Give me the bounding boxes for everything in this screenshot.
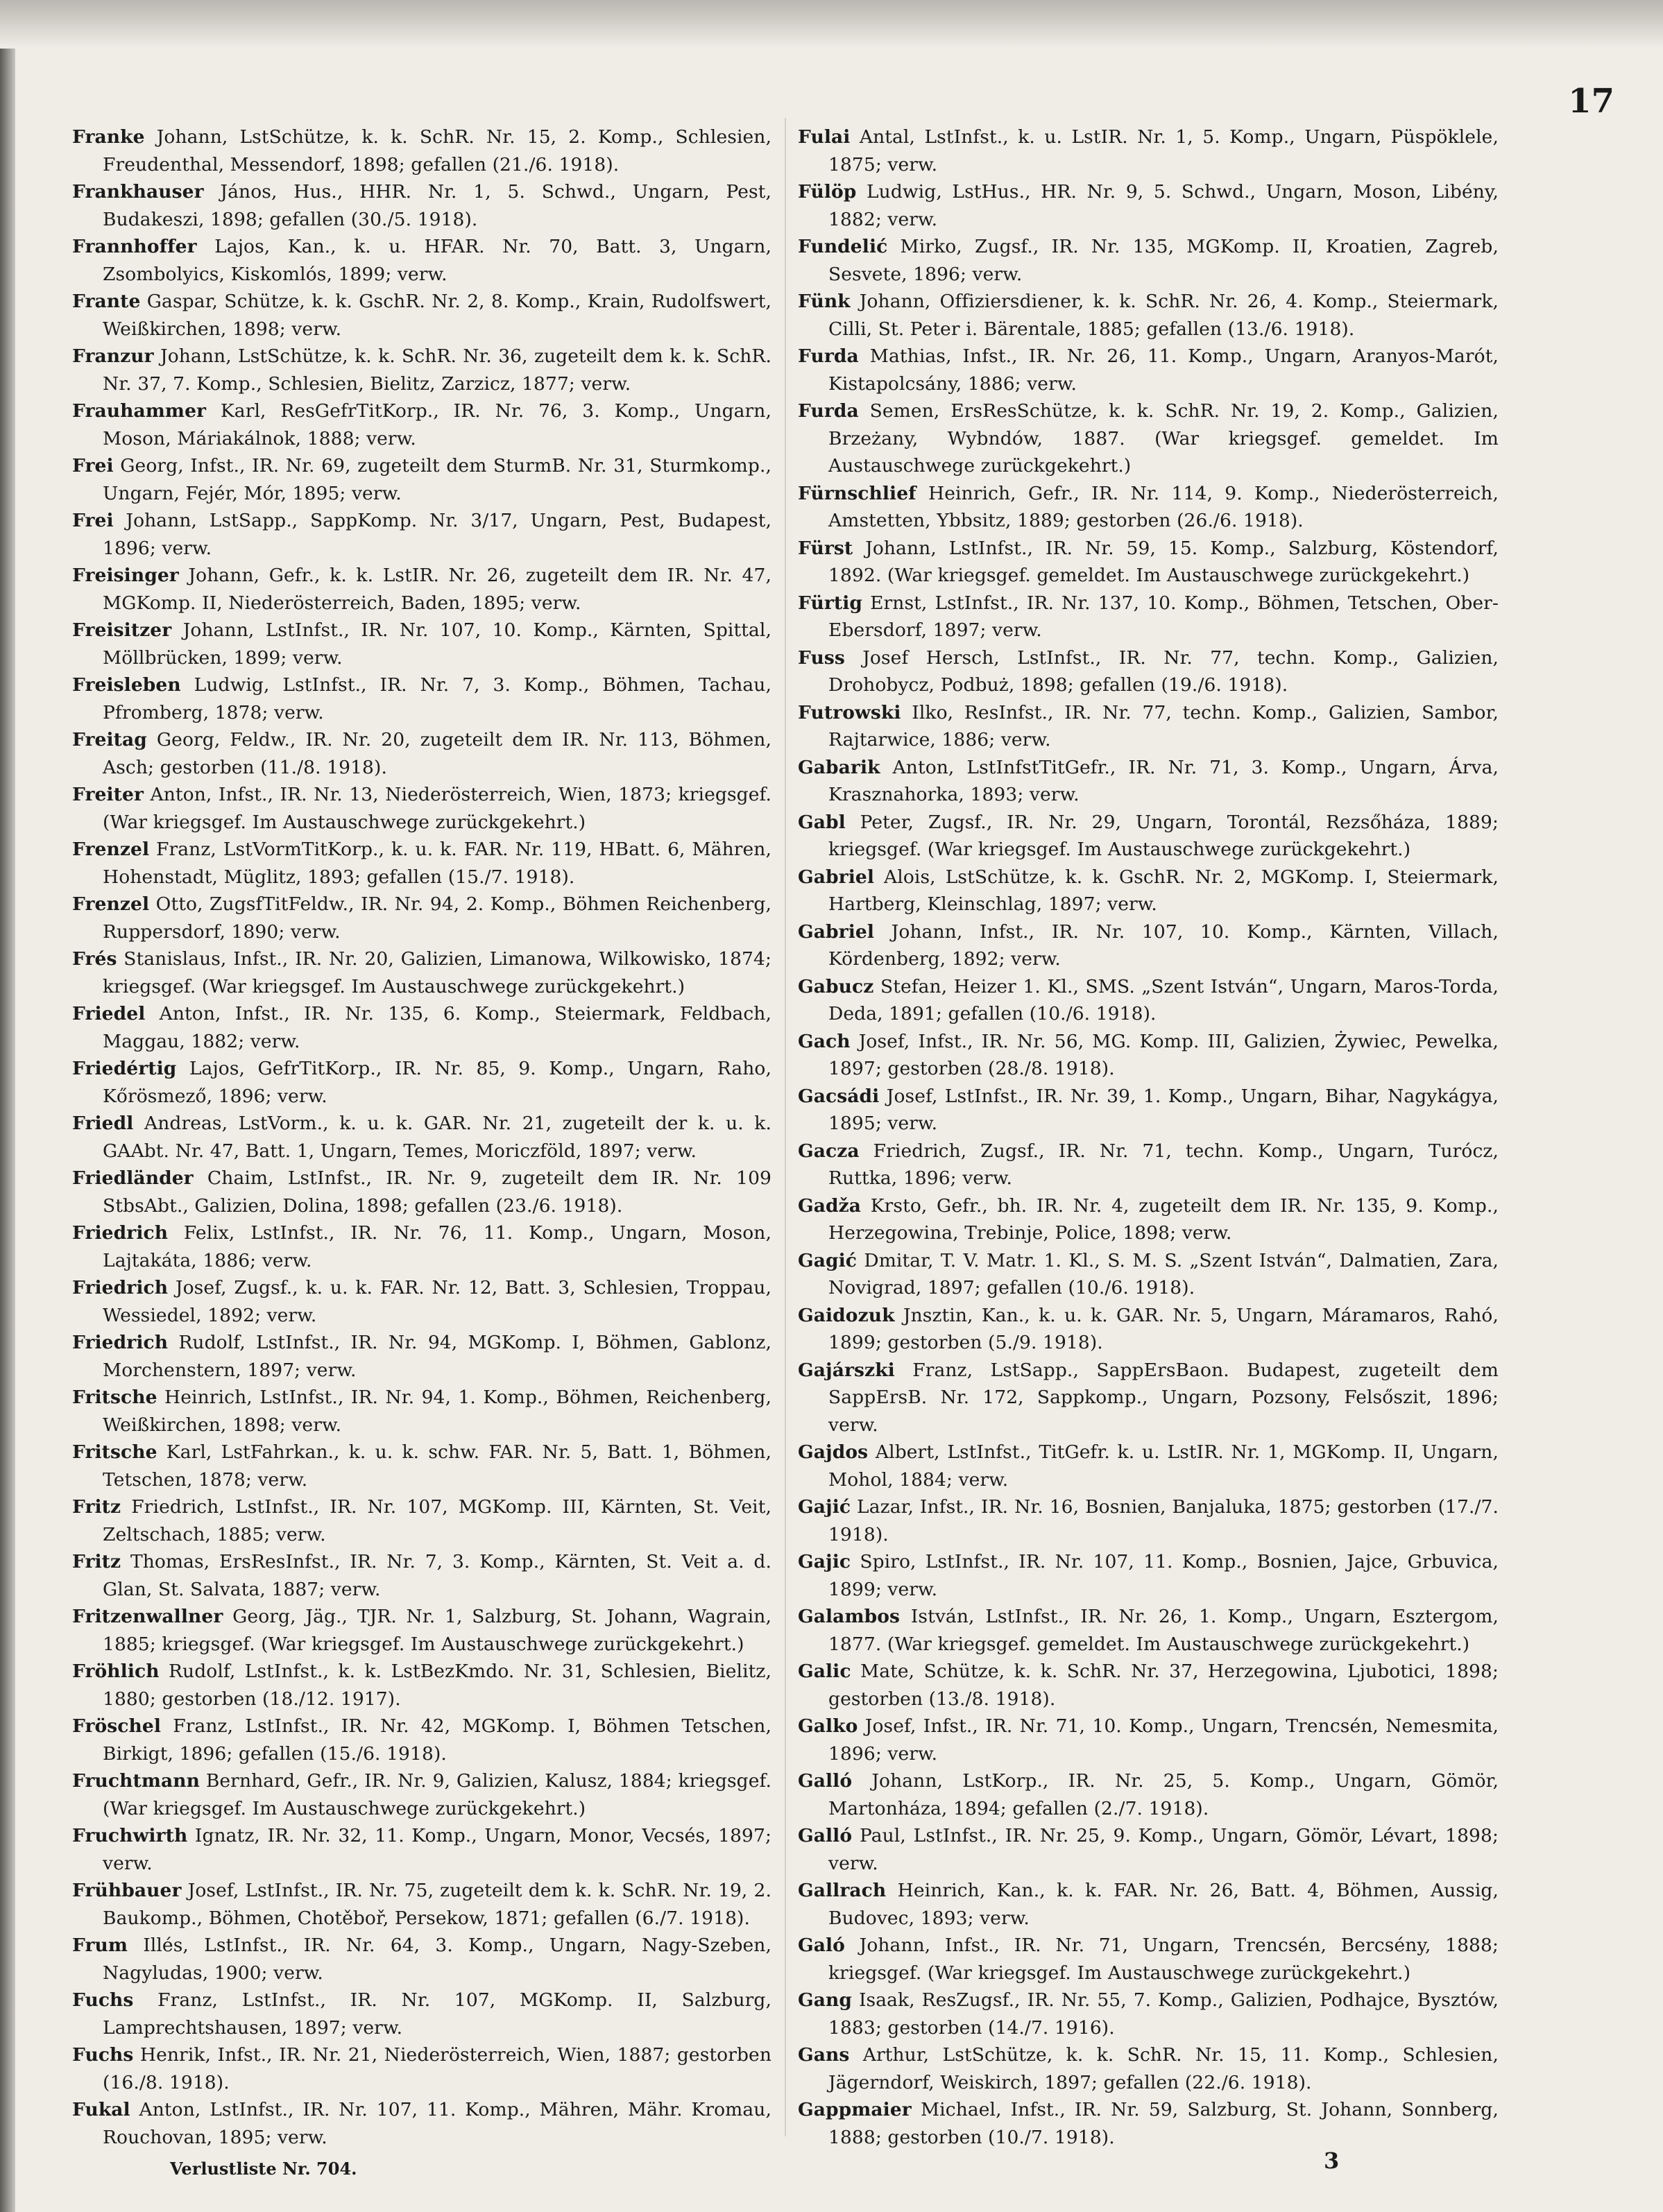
footer-signature-number: 3 [1324, 2147, 1340, 2174]
entry-details: Rudolf, LstInfst., IR. Nr. 94, MGKomp. I, Böhmen, Gablonz, Morchenstern, 1897; verw. [103, 1332, 771, 1381]
entry-details: Heinrich, LstInfst., IR. Nr. 94, 1. Komp., Böhmen, Reichenberg, Weißkirchen, 1898; verw. [103, 1387, 771, 1436]
list-entry [72, 1987, 771, 2041]
list-entry [798, 2096, 1499, 2151]
entry-surname: Frannhoffer [72, 236, 197, 257]
entry-surname: Gallrach [798, 1880, 887, 1901]
entry-details: Otto, ZugsfTitFeldw., IR. Nr. 94, 2. Komp., Böhmen Reichenberg, Ruppersdorf, 1890; verw. [103, 893, 771, 943]
list-entry [798, 1192, 1499, 1247]
list-entry [798, 1767, 1499, 1822]
scan-left-edge [0, 0, 15, 2212]
entry-surname: Fuss [798, 646, 845, 669]
entry-surname: Frei [72, 510, 114, 531]
entry-details: Anton, Infst., IR. Nr. 13, Niederösterreich, Wien, 1873; kriegsgef. (War kriegsgef. Im Austauschwege zurückgekehrt.) [103, 784, 771, 833]
entry-details: Johann, LstInfst., IR. Nr. 59, 15. Komp., Salzburg, Köstendorf, 1892. (War kriegsgef. gemeldet. Im Austauschwege zurückgekehrt.) [828, 537, 1499, 586]
list-entry [798, 233, 1499, 288]
list-entry [72, 1932, 771, 1987]
list-entry [72, 1384, 771, 1439]
list-entry [798, 178, 1499, 233]
entry-surname: Gacza [798, 1140, 860, 1162]
list-entry [72, 1274, 771, 1329]
entry-surname: Fröschel [72, 1715, 162, 1737]
entry-surname: Fürnschlief [798, 482, 916, 504]
entry-details: Felix, LstInfst., IR. Nr. 76, 11. Komp., Ungarn, Moson, Lajtakáta, 1886; verw. [103, 1222, 771, 1271]
entry-surname: Freitag [72, 729, 147, 751]
entry-surname: Fritz [72, 1496, 121, 1518]
entry-details: Ludwig, LstHus., HR. Nr. 9, 5. Schwd., Ungarn, Moson, Libény, 1882; verw. [828, 181, 1499, 230]
entry-details: Franz, LstVormTitKorp., k. u. k. FAR. Nr. 119, HBatt. 6, Mähren, Hohenstadt, Müglitz, 1893; gefallen (15./7. 1918). [103, 839, 771, 888]
list-entry [798, 973, 1499, 1028]
entry-details: Semen, ErsResSchütze, k. k. SchR. Nr. 19, 2. Komp., Galizien, Brzeżany, Wybndów, 1887. (War kriegsgef. gemeldet. Im Austauschwege zurückgekehrt.) [828, 400, 1499, 477]
list-entry [798, 1083, 1499, 1138]
entry-details: Lajos, Kan., k. u. HFAR. Nr. 70, Batt. 3, Ungarn, Zsombolyics, Kiskomlós, 1899; verw. [103, 236, 771, 285]
list-entry [798, 1028, 1499, 1083]
list-entry [798, 590, 1499, 644]
list-entry [72, 1493, 771, 1548]
entry-surname: Galló [798, 1770, 853, 1792]
list-entry [72, 726, 771, 781]
entry-details: Johann, LstSapp., SappKomp. Nr. 3/17, Ungarn, Pest, Budapest, 1896; verw. [103, 510, 771, 559]
entry-details: Karl, ResGefrTitKorp., IR. Nr. 76, 3. Komp., Ungarn, Moson, Máriakálnok, 1888; verw. [103, 400, 771, 449]
entry-details: Johann, LstInfst., IR. Nr. 107, 10. Komp., Kärnten, Spittal, Möllbrücken, 1899; verw. [103, 619, 771, 669]
entry-details: Lajos, GefrTitKorp., IR. Nr. 85, 9. Komp., Ungarn, Raho, Kőrösmező, 1896; verw. [103, 1058, 771, 1107]
entry-surname: Frenzel [72, 893, 150, 915]
entry-details: Stanislaus, Infst., IR. Nr. 20, Galizien, Limanowa, Wilkowisko, 1874; kriegsgef. (War kriegsgef. Im Austauschwege zurückgekehrt.) [103, 948, 771, 997]
entry-details: Josef, Zugsf., k. u. k. FAR. Nr. 12, Batt. 3, Schlesien, Troppau, Wessiedel, 1892; verw. [103, 1277, 771, 1326]
entry-surname: Fritsche [72, 1441, 157, 1463]
entry-details: Johann, Infst., IR. Nr. 71, Ungarn, Trencsén, Bercsény, 1888; kriegsgef. (War kriegsgef. Im Austauschwege zurückgekehrt.) [828, 1935, 1499, 1984]
entry-details: István, LstInfst., IR. Nr. 26, 1. Komp., Ungarn, Esztergom, 1877. (War kriegsgef. gemeldet. Im Austauschwege zurückgekehrt.) [828, 1606, 1499, 1655]
list-entry [72, 123, 771, 178]
entry-surname: Frankhauser [72, 181, 204, 203]
list-entry [798, 343, 1499, 397]
entry-details: Antal, LstInfst., k. u. LstIR. Nr. 1, 5. Komp., Ungarn, Püspöklele, 1875; verw. [828, 126, 1499, 175]
entry-surname: Gacsádi [798, 1085, 880, 1107]
list-entry [798, 1493, 1499, 1548]
entry-details: Friedrich, Zugsf., IR. Nr. 71, techn. Komp., Ungarn, Turócz, Ruttka, 1896; verw. [828, 1140, 1499, 1189]
entry-surname: Frante [72, 291, 141, 312]
list-entry [798, 1302, 1499, 1357]
list-entry [798, 480, 1499, 535]
entry-details: Michael, Infst., IR. Nr. 59, Salzburg, St. Johann, Sonnberg, 1888; gestorben (10./7. 1918). [828, 2099, 1499, 2148]
list-entry [72, 1548, 771, 1603]
list-entry [798, 809, 1499, 864]
entry-details: Dmitar, T. V. Matr. 1. Kl., S. M. S. „Szent István“, Dalmatien, Zara, Novigrad, 1897; gefallen (10./6. 1918). [828, 1249, 1499, 1298]
entry-surname: Gabarik [798, 756, 880, 778]
list-entry [72, 1713, 771, 1767]
entry-surname: Franke [72, 126, 145, 148]
entry-surname: Fruchwirth [72, 1825, 188, 1846]
right-column [798, 123, 1499, 2151]
entry-details: Georg, Infst., IR. Nr. 69, zugeteilt dem SturmB. Nr. 31, Sturmkomp., Ungarn, Fejér, Mór, 1895; verw. [103, 455, 771, 504]
left-column [72, 123, 771, 2151]
list-entry [72, 1055, 771, 1110]
entry-details: Josef Hersch, LstInfst., IR. Nr. 77, techn. Komp., Galizien, Drohobycz, Podbuż, 1898; gefallen (19./6. 1918). [828, 646, 1499, 696]
entry-details: Franz, LstInfst., IR. Nr. 107, MGKomp. II, Salzburg, Lamprechtshausen, 1897; verw. [103, 1989, 771, 2039]
entry-surname: Gabriel [798, 920, 874, 943]
entry-surname: Friedl [72, 1113, 134, 1134]
list-entry [72, 233, 771, 288]
entry-surname: Friedrich [72, 1332, 169, 1353]
entry-details: Josef, Infst., IR. Nr. 71, 10. Komp., Ungarn, Trencsén, Nemesmita, 1896; verw. [828, 1715, 1499, 1765]
entry-surname: Gans [798, 2044, 850, 2066]
list-entry [72, 178, 771, 233]
entry-details: János, Hus., HHR. Nr. 1, 5. Schwd., Ungarn, Pest, Budakeszi, 1898; gefallen (30./5. 1918). [103, 181, 771, 230]
entry-details: Gaspar, Schütze, k. k. GschR. Nr. 2, 8. Komp., Krain, Rudolfswert, Weißkirchen, 1898; verw. [103, 291, 772, 340]
entry-surname: Gadža [798, 1194, 862, 1217]
list-entry [798, 397, 1499, 480]
entry-details: Ignatz, IR. Nr. 32, 11. Komp., Ungarn, Monor, Vecsés, 1897; verw. [103, 1825, 771, 1874]
list-entry [798, 864, 1499, 918]
list-entry [72, 2096, 771, 2151]
entry-surname: Furda [798, 400, 859, 422]
list-entry [72, 288, 771, 343]
list-entry [798, 1658, 1499, 1713]
entry-surname: Gang [798, 1989, 852, 2011]
entry-surname: Fröhlich [72, 1661, 160, 1682]
column-divider [785, 118, 786, 2136]
list-entry [798, 535, 1499, 590]
entry-details: Albert, LstInfst., TitGefr. k. u. LstIR. Nr. 1, MGKomp. II, Ungarn, Mohol, 1884; verw. [828, 1441, 1499, 1491]
list-entry [72, 2041, 771, 2096]
entry-surname: Furda [798, 345, 859, 367]
entry-surname: Fünk [798, 291, 851, 312]
list-entry [798, 1987, 1499, 2041]
entry-details: Ilko, ResInfst., IR. Nr. 77, techn. Komp., Galizien, Sambor, Rajtarwice, 1886; verw. [828, 701, 1499, 751]
list-entry [72, 452, 771, 507]
entry-details: Peter, Zugsf., IR. Nr. 29, Ungarn, Torontál, Rezsőháza, 1889; kriegsgef. (War kriegsgef. Im Austauschwege zurückgekehrt.) [828, 811, 1499, 860]
entry-surname: Fulai [798, 126, 851, 148]
entry-details: Isaak, ResZugsf., IR. Nr. 55, 7. Komp., Galizien, Podhajce, Bysztów, 1883; gestorben (14./7. 1916). [828, 1989, 1499, 2039]
entry-details: Ernst, LstInfst., IR. Nr. 137, 10. Komp., Böhmen, Tetschen, Ober-Ebersdorf, 1897; verw. [828, 592, 1499, 641]
entry-details: Johann, Infst., IR. Nr. 107, 10. Komp., Kärnten, Villach, Kördenberg, 1892; verw. [828, 920, 1499, 970]
list-entry [798, 288, 1499, 343]
entry-details: Mathias, Infst., IR. Nr. 26, 11. Komp., Ungarn, Aranyos-Marót, Kistapolcsány, 1886; verw. [828, 345, 1499, 395]
list-entry [72, 1603, 771, 1658]
entry-surname: Fuchs [72, 1989, 134, 2011]
footer-list-number: Verlustliste Nr. 704. [170, 2159, 357, 2179]
list-entry [72, 671, 771, 726]
entry-details: Georg, Feldw., IR. Nr. 20, zugeteilt dem IR. Nr. 113, Böhmen, Asch; gestorben (11./8. 1918). [103, 729, 771, 778]
entry-details: Franz, LstInfst., IR. Nr. 42, MGKomp. I, Böhmen Tetschen, Birkigt, 1896; gefallen (15./6. 1918). [103, 1715, 771, 1765]
entry-surname: Gajić [798, 1496, 851, 1518]
list-entry [798, 644, 1499, 699]
list-entry [72, 1439, 771, 1493]
entry-surname: Frés [72, 948, 117, 970]
entry-details: Anton, LstInfst., IR. Nr. 107, 11. Komp., Mähren, Mähr. Kromau, Rouchovan, 1895; verw. [103, 2099, 771, 2148]
page-number: 17 [1568, 82, 1614, 121]
list-entry [72, 343, 771, 397]
entry-details: Jnsztin, Kan., k. u. k. GAR. Nr. 5, Ungarn, Máramaros, Rahó, 1899; gestorben (5./9. 1918). [828, 1304, 1499, 1353]
entry-surname: Gabucz [798, 975, 874, 997]
list-entry [72, 891, 771, 945]
list-entry [798, 1822, 1499, 1877]
entry-surname: Fukal [72, 2099, 130, 2120]
entry-details: Ludwig, LstInfst., IR. Nr. 7, 3. Komp., Böhmen, Tachau, Pfromberg, 1878; verw. [103, 674, 771, 723]
list-entry [72, 781, 771, 836]
list-entry [798, 1357, 1499, 1439]
entry-details: Mate, Schütze, k. k. SchR. Nr. 37, Herzegowina, Ljubotici, 1898; gestorben (13./8. 1918). [828, 1661, 1499, 1710]
list-entry [798, 1548, 1499, 1603]
entry-details: Paul, LstInfst., IR. Nr. 25, 9. Komp., Ungarn, Gömör, Lévart, 1898; verw. [828, 1825, 1499, 1874]
entry-surname: Fürtig [798, 592, 863, 614]
entry-surname: Fruchtmann [72, 1770, 200, 1792]
list-entry [798, 2041, 1499, 2096]
entry-surname: Gabl [798, 811, 846, 833]
entry-details: Heinrich, Gefr., IR. Nr. 114, 9. Komp., Niederösterreich, Amstetten, Ybbsitz, 1889; gestorben (26./6. 1918). [828, 482, 1499, 531]
entry-surname: Frenzel [72, 839, 150, 860]
entry-details: Heinrich, Kan., k. k. FAR. Nr. 26, Batt. 4, Böhmen, Aussig, Budovec, 1893; verw. [828, 1880, 1499, 1929]
list-entry [798, 1603, 1499, 1658]
list-entry [72, 1329, 771, 1384]
entry-surname: Fritsche [72, 1387, 157, 1408]
entry-details: Stefan, Heizer 1. Kl., SMS. „Szent István“, Ungarn, Maros-Torda, Deda, 1891; gefallen (10./6. 1918). [828, 975, 1499, 1024]
entry-details: Josef, LstInfst., IR. Nr. 39, 1. Komp., Ungarn, Bihar, Nagykágya, 1895; verw. [828, 1085, 1499, 1134]
list-entry [798, 1439, 1499, 1493]
scan-top-shadow [0, 0, 1663, 49]
list-entry [72, 1877, 771, 1932]
list-entry [72, 562, 771, 617]
list-entry [72, 1767, 771, 1822]
entry-surname: Gajdos [798, 1441, 869, 1463]
list-entry [798, 1877, 1499, 1932]
entry-surname: Frum [72, 1935, 128, 1956]
entry-details: Johann, LstSchütze, k. k. SchR. Nr. 36, zugeteilt dem k. k. SchR. Nr. 37, 7. Komp., Schlesien, Bielitz, Zarzicz, 1877; verw. [103, 345, 771, 395]
list-entry [72, 617, 771, 671]
entry-surname: Fundelić [798, 236, 888, 257]
list-entry [72, 945, 771, 1000]
entry-surname: Galló [798, 1825, 853, 1846]
entry-surname: Fülöp [798, 181, 857, 203]
entry-surname: Galó [798, 1935, 845, 1956]
list-entry [72, 507, 771, 562]
list-entry [72, 1000, 771, 1055]
entry-surname: Fuchs [72, 2044, 134, 2066]
entry-details: Friedrich, LstInfst., IR. Nr. 107, MGKomp. III, Kärnten, St. Veit, Zeltschach, 1885; verw. [103, 1496, 771, 1545]
entry-surname: Freisleben [72, 674, 181, 696]
entry-surname: Frei [72, 455, 114, 477]
entry-surname: Fürst [798, 537, 853, 559]
entry-details: Johann, Gefr., k. k. LstIR. Nr. 26, zugeteilt dem IR. Nr. 47, MGKomp. II, Niederösterreich, Baden, 1895; verw. [103, 565, 771, 614]
entry-details: Illés, LstInfst., IR. Nr. 64, 3. Komp., Ungarn, Nagy-Szeben, Nagyludas, 1900; verw. [103, 1935, 771, 1984]
list-entry [798, 1932, 1499, 1987]
entry-surname: Gajárszki [798, 1359, 895, 1381]
entry-surname: Galic [798, 1661, 851, 1682]
list-entry [72, 397, 771, 452]
entry-details: Mirko, Zugsf., IR. Nr. 135, MGKomp. II, Kroatien, Zagreb, Sesvete, 1896; verw. [828, 236, 1499, 285]
entry-details: Rudolf, LstInfst., k. k. LstBezKmdo. Nr. 31, Schlesien, Bielitz, 1880; gestorben (18./12. 1917). [103, 1661, 771, 1710]
entry-surname: Futrowski [798, 701, 901, 723]
entry-surname: Friedértig [72, 1058, 177, 1079]
list-entry [798, 754, 1499, 809]
entry-surname: Frauhammer [72, 400, 207, 422]
entry-surname: Fritzenwallner [72, 1606, 223, 1627]
entry-surname: Gajic [798, 1551, 851, 1572]
entry-surname: Frühbauer [72, 1880, 182, 1901]
entry-surname: Gappmaier [798, 2099, 912, 2120]
entry-details: Chaim, LstInfst., IR. Nr. 9, zugeteilt dem IR. Nr. 109 StbsAbt., Galizien, Dolina, 1898; gefallen (23./6. 1918). [103, 1167, 771, 1217]
entry-details: Johann, Offiziersdiener, k. k. SchR. Nr. 26, 4. Komp., Steiermark, Cilli, St. Peter i. Bärentale, 1885; gefallen (13./6. 1918). [828, 291, 1499, 340]
list-entry [798, 123, 1499, 178]
list-entry [72, 836, 771, 891]
entry-details: Arthur, LstSchütze, k. k. SchR. Nr. 15, 11. Komp., Schlesien, Jägerndorf, Weiskirch, 1897; gefallen (22./6. 1918). [828, 2044, 1499, 2093]
list-entry [798, 1247, 1499, 1302]
entry-details: Anton, LstInfstTitGefr., IR. Nr. 71, 3. Komp., Ungarn, Árva, Krasznahorka, 1893; verw. [828, 756, 1499, 805]
entry-surname: Freisinger [72, 565, 179, 586]
entry-surname: Franzur [72, 345, 154, 367]
entry-surname: Freisitzer [72, 619, 172, 641]
entry-details: Andreas, LstVorm., k. u. k. GAR. Nr. 21, zugeteilt der k. u. k. GAAbt. Nr. 47, Batt. 1, Ungarn, Temes, Moriczföld, 1897; verw. [103, 1113, 771, 1162]
list-entry [798, 1138, 1499, 1192]
entry-details: Alois, LstSchütze, k. k. GschR. Nr. 2, MGKomp. I, Steiermark, Hartberg, Kleinschlag, 1897; verw. [828, 866, 1499, 915]
entry-details: Bernhard, Gefr., IR. Nr. 9, Galizien, Kalusz, 1884; kriegsgef. (War kriegsgef. Im Austauschwege zurückgekehrt.) [103, 1770, 771, 1819]
entry-surname: Freiter [72, 784, 144, 805]
list-entry [72, 1822, 771, 1877]
entry-surname: Friedländer [72, 1167, 194, 1189]
entry-surname: Gabriel [798, 866, 874, 888]
entry-surname: Friedrich [72, 1222, 169, 1244]
entry-surname: Gaidozuk [798, 1304, 895, 1326]
entry-details: Spiro, LstInfst., IR. Nr. 107, 11. Komp., Bosnien, Jajce, Grbuvica, 1899; verw. [828, 1551, 1499, 1600]
entry-details: Karl, LstFahrkan., k. u. k. schw. FAR. Nr. 5, Batt. 1, Böhmen, Tetschen, 1878; verw. [103, 1441, 771, 1491]
entry-details: Franz, LstSapp., SappErsBaon. Budapest, zugeteilt dem SappErsB. Nr. 172, Sappkomp., Ungarn, Pozsony, Felsőszit, 1896; verw. [828, 1359, 1499, 1436]
entry-surname: Fritz [72, 1551, 121, 1572]
entry-details: Krsto, Gefr., bh. IR. Nr. 4, zugeteilt dem IR. Nr. 135, 9. Komp., Herzegowina, Trebinje, Police, 1898; verw. [828, 1194, 1499, 1244]
entry-surname: Galambos [798, 1606, 901, 1627]
list-entry [72, 1110, 771, 1165]
entry-surname: Friedel [72, 1003, 146, 1024]
list-entry [798, 918, 1499, 973]
list-entry [72, 1165, 771, 1219]
entry-surname: Friedrich [72, 1277, 169, 1298]
entry-details: Georg, Jäg., TJR. Nr. 1, Salzburg, St. Johann, Wagrain, 1885; kriegsgef. (War kriegsgef. Im Austauschwege zurückgekehrt.) [103, 1606, 771, 1655]
entry-details: Johann, LstKorp., IR. Nr. 25, 5. Komp., Ungarn, Gömör, Martonháza, 1894; gefallen (2./7. 1918). [828, 1770, 1499, 1819]
entry-surname: Galko [798, 1715, 858, 1737]
list-entry [72, 1219, 771, 1274]
list-entry [72, 1658, 771, 1713]
entry-surname: Gach [798, 1030, 851, 1052]
entry-surname: Gagić [798, 1249, 858, 1271]
entry-details: Josef, Infst., IR. Nr. 56, MG. Komp. III, Galizien, Żywiec, Pewelka, 1897; gestorben (28./8. 1918). [828, 1030, 1499, 1079]
entry-details: Johann, LstSchütze, k. k. SchR. Nr. 15, 2. Komp., Schlesien, Freudenthal, Messendorf, 1898; gefallen (21./6. 1918). [103, 126, 771, 175]
list-entry [798, 699, 1499, 754]
entry-details: Lazar, Infst., IR. Nr. 16, Bosnien, Banjaluka, 1875; gestorben (17./7. 1918). [828, 1496, 1499, 1545]
list-entry [798, 1713, 1499, 1767]
entry-details: Anton, Infst., IR. Nr. 135, 6. Komp., Steiermark, Feldbach, Maggau, 1882; verw. [103, 1003, 771, 1052]
entry-details: Thomas, ErsResInfst., IR. Nr. 7, 3. Komp., Kärnten, St. Veit a. d. Glan, St. Salvata, 1887; verw. [103, 1551, 771, 1600]
entry-details: Henrik, Infst., IR. Nr. 21, Niederösterreich, Wien, 1887; gestorben (16./8. 1918). [103, 2044, 771, 2093]
entry-details: Josef, LstInfst., IR. Nr. 75, zugeteilt dem k. k. SchR. Nr. 19, 2. Baukomp., Böhmen, Chotěboř, Persekow, 1871; gefallen (6./7. 1918). [103, 1880, 771, 1929]
